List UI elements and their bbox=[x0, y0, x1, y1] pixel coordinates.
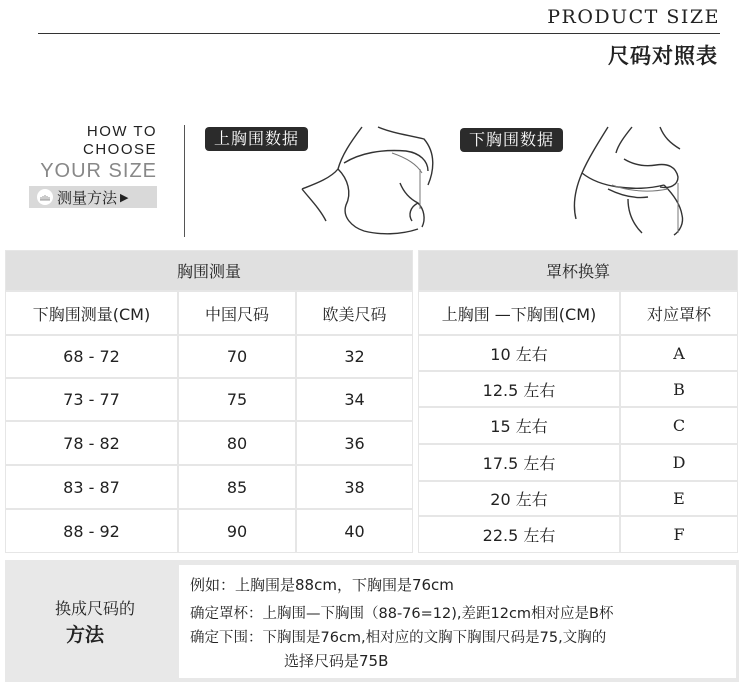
result-line: 选择尺码是75B bbox=[284, 652, 389, 670]
table-cell: F bbox=[621, 517, 737, 552]
table-cell: 36 bbox=[297, 422, 412, 464]
table-cell: D bbox=[621, 445, 737, 480]
under-bust-illustration-icon bbox=[568, 123, 698, 240]
english-title: PRODUCT SIZE bbox=[547, 6, 720, 28]
how-to-label: HOW TO bbox=[86, 123, 157, 140]
column-header: 中国尺码 bbox=[179, 292, 295, 334]
upper-bust-tag: 上胸围数据 bbox=[205, 127, 308, 151]
table-cell: 12.5 左右 bbox=[419, 372, 619, 406]
table-cell: 10 左右 bbox=[419, 336, 619, 370]
table-cell: 68 - 72 bbox=[6, 336, 177, 377]
measure-method-badge bbox=[29, 186, 157, 208]
table-cell: 40 bbox=[297, 510, 412, 552]
column-header: 欧美尺码 bbox=[297, 292, 412, 334]
left-table-title: 胸围测量 bbox=[6, 251, 412, 290]
table-cell: 32 bbox=[297, 336, 412, 377]
method-label-line2: 方法 bbox=[65, 624, 104, 646]
bust-measurement-table bbox=[5, 250, 413, 553]
table-cell: 20 左右 bbox=[419, 482, 619, 515]
table-cell: 22.5 左右 bbox=[419, 517, 619, 552]
table-cell: 83 - 87 bbox=[6, 466, 177, 508]
your-size-label: YOUR SIZE bbox=[40, 160, 157, 182]
under-bust-tag: 下胸围数据 bbox=[460, 128, 563, 152]
table-cell: 15 左右 bbox=[419, 408, 619, 443]
cup-rule-line: 确定罩杯：上胸围—下胸围（88-76=12),差距12cm相对应是B杯 bbox=[190, 606, 614, 622]
example-line: 例如：上胸围是88cm，下胸围是76cm bbox=[190, 576, 454, 594]
table-cell: B bbox=[621, 372, 737, 406]
table-cell: 34 bbox=[297, 379, 412, 420]
table-cell: 17.5 左右 bbox=[419, 445, 619, 480]
chinese-title: 尺码对照表 bbox=[608, 44, 718, 68]
column-header: 下胸围测量(CM) bbox=[6, 292, 177, 334]
right-table-title: 罩杯换算 bbox=[419, 251, 737, 290]
measure-method-label: 测量方法 bbox=[57, 188, 118, 207]
table-cell: 80 bbox=[179, 422, 295, 464]
table-cell: A bbox=[621, 336, 737, 370]
header-divider bbox=[38, 33, 720, 34]
ruler-icon bbox=[37, 189, 53, 205]
upper-bust-illustration-icon bbox=[300, 123, 440, 240]
method-label-line1: 换成尺码的 bbox=[54, 599, 135, 618]
table-cell: 88 - 92 bbox=[6, 510, 177, 552]
table-cell: C bbox=[621, 408, 737, 443]
table-cell: 70 bbox=[179, 336, 295, 377]
choose-label: CHOOSE bbox=[82, 141, 157, 158]
column-header: 上胸围 —下胸围(CM) bbox=[419, 292, 619, 334]
table-cell: 73 - 77 bbox=[6, 379, 177, 420]
column-header: 对应罩杯 bbox=[621, 292, 737, 334]
table-cell: 90 bbox=[179, 510, 295, 552]
table-cell: 75 bbox=[179, 379, 295, 420]
guide-divider bbox=[184, 125, 185, 237]
table-cell: 38 bbox=[297, 466, 412, 508]
cup-conversion-table bbox=[418, 250, 738, 553]
table-cell: 78 - 82 bbox=[6, 422, 177, 464]
band-rule-line: 确定下围：下胸围是76cm,相对应的文胸下胸围尺码是75,文胸的 bbox=[190, 630, 607, 646]
table-cell: E bbox=[621, 482, 737, 515]
table-cell: 85 bbox=[179, 466, 295, 508]
triangle-right-icon: ▶ bbox=[120, 190, 129, 204]
